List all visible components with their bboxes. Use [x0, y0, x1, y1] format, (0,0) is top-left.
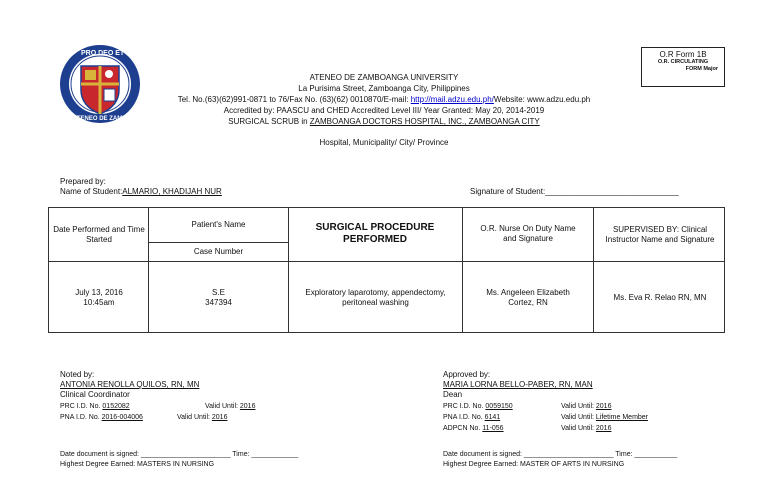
svg-text:ATENEO DE ZAMBOANGA: ATENEO DE ZAMBOANGA	[73, 116, 149, 122]
approved-prc-line	[443, 402, 513, 412]
student-name-line	[60, 187, 222, 197]
noted-degree: Highest Degree Earned: MASTERS IN NURSING	[60, 461, 215, 468]
procedure-table	[48, 207, 725, 333]
valid-value: Lifetime Member	[595, 414, 649, 421]
contact-suffix: Website: www.adzu.edu.ph	[493, 95, 591, 104]
form-type: O.R. CIRCULATING	[657, 59, 709, 65]
approved-date-signed: Date document is signed: _______________________ Time: ___________	[443, 451, 678, 458]
prc-label: PRC I.D. No.	[60, 403, 103, 410]
scrub-line	[140, 117, 628, 127]
valid-label: Valid Until:	[205, 403, 240, 410]
valid-value: 2016	[595, 403, 612, 410]
form-code: O.R Form 1B	[659, 50, 707, 59]
contact-line	[140, 95, 628, 105]
row-date-cell	[53, 262, 145, 334]
noted-by-role: Clinical Coordinator	[60, 390, 130, 399]
header-nurse: O.R. Nurse On Duty Name and Signature	[480, 224, 576, 243]
approved-degree: Highest Degree Earned: MASTER OF ARTS IN NURSING	[443, 461, 625, 468]
approved-prc-valid	[561, 402, 611, 412]
header-supervised: SUPERVISED BY: Clinical Instructor Name and Signature	[605, 225, 715, 244]
form-category: FORM Major	[685, 66, 718, 72]
pna-number: 2016-004006	[101, 414, 143, 421]
approved-adpcn-line	[443, 424, 504, 434]
approved-by-role: Dean	[443, 390, 463, 399]
form-code-box	[641, 47, 725, 87]
approved-by-label: Approved by:	[443, 370, 491, 379]
valid-label: Valid Until:	[177, 414, 212, 421]
email-link[interactable]: http://mail.adzu.edu.ph/	[410, 95, 494, 104]
hospital-caption: Hospital, Municipality/ City/ Province	[319, 138, 449, 147]
adpcn-label: ADPCN No.	[443, 425, 483, 432]
university-name: ATENEO DE ZAMBOANGA UNIVERSITY	[309, 73, 459, 82]
student-name-label: Name of Student:	[60, 187, 123, 196]
approved-by-name: MARIA LORNA BELLO-PABER, RN, MAN	[443, 380, 593, 389]
adpcn-number: 11-056	[482, 425, 504, 432]
pna-number: 6141	[484, 414, 501, 421]
valid-value: 2016	[595, 425, 612, 432]
approved-pna-valid	[561, 413, 648, 423]
valid-value: 2016	[211, 414, 228, 421]
valid-label: Valid Until:	[561, 425, 596, 432]
row-date: July 13, 2016	[75, 288, 123, 297]
table-divider	[462, 208, 463, 332]
table-divider	[288, 208, 289, 332]
row-patient: S.E	[212, 288, 225, 297]
valid-label: Valid Until:	[561, 403, 596, 410]
svg-text:PRO DEO ET PATRIA: PRO DEO ET PATRIA	[81, 50, 152, 57]
contact-prefix: Tel. No.(63)(62)991-0871 to 76/Fax No. (63)(62) 0010870/E-mail:	[177, 95, 411, 104]
pna-label: PNA I.D. No.	[60, 414, 102, 421]
header-case-number: Case Number	[193, 247, 244, 256]
table-divider	[593, 208, 594, 332]
header-procedure: SURGICAL PROCEDURE PERFORMED	[315, 222, 435, 245]
prc-number: 0152082	[102, 403, 130, 410]
row-procedure: Exploratory laparotomy, appendectomy, peritoneal washing	[305, 288, 446, 307]
student-signature-label: Signature of Student:	[470, 187, 546, 196]
prc-label: PRC I.D. No.	[443, 403, 486, 410]
prepared-by-label: Prepared by:	[60, 177, 106, 186]
scrub-prefix: SURGICAL SCRUB in	[228, 117, 310, 126]
pna-label: PNA I.D. No.	[443, 414, 485, 421]
row-case-number: 347394	[205, 298, 232, 307]
header-date: Date Performed and Time Started	[53, 225, 145, 244]
noted-pna-line	[60, 413, 143, 423]
valid-label: Valid Until:	[561, 414, 596, 421]
noted-date-signed: Date document is signed: _______________________ Time: ____________	[60, 451, 299, 458]
noted-by-name: ANTONIA RENOLLA QUILOS, RN, MN	[60, 380, 200, 389]
student-signature-blank: ______________________________	[545, 187, 679, 196]
row-patient-cell	[149, 262, 288, 334]
hospital-name: ZAMBOANGA DOCTORS HOSPITAL, INC., ZAMBOANGA CITY	[309, 117, 540, 126]
prc-number: 0059150	[485, 403, 513, 410]
row-supervised: Ms. Eva R. Relao RN, MN	[613, 293, 707, 302]
row-time: 10:45am	[83, 298, 115, 307]
university-seal	[59, 44, 152, 124]
noted-by-label: Noted by:	[60, 370, 95, 379]
noted-prc-line	[60, 402, 130, 412]
student-name: ALMARIO, KHADIJAH NUR	[122, 187, 222, 196]
noted-prc-valid	[205, 402, 255, 412]
approved-adpcn-valid	[561, 424, 611, 434]
row-nurse: Ms. Angeleen Elizabeth Cortez, RN	[486, 288, 570, 307]
valid-value: 2016	[239, 403, 256, 410]
university-address: La Purisima Street, Zamboanga City, Philippines	[298, 84, 470, 93]
student-signature-line	[470, 187, 679, 197]
approved-pna-line	[443, 413, 500, 423]
accreditation-line: Accredited by: PAASCU and CHED Accredited Level III/ Year Granted: May 20, 2014-2019	[223, 106, 545, 115]
header-patient: Patient's Name	[191, 220, 246, 229]
noted-pna-valid	[177, 413, 227, 423]
